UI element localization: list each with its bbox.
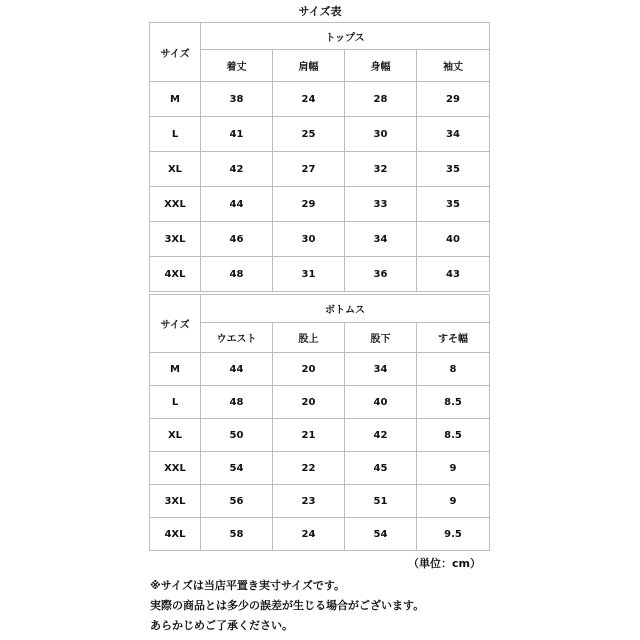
table-cell: 24 (273, 82, 345, 117)
size-label: L (150, 117, 201, 152)
table-cell: 42 (345, 419, 417, 452)
page-title: サイズ表 (298, 5, 342, 18)
tops-size-table (149, 22, 490, 292)
table-cell: 40 (417, 222, 490, 257)
table-cell: 21 (273, 419, 345, 452)
size-label: 3XL (150, 222, 201, 257)
table-cell: 32 (345, 152, 417, 187)
table-cell: 46 (201, 222, 273, 257)
table-row (150, 452, 490, 485)
table-row (150, 152, 490, 187)
table-cell: 54 (345, 518, 417, 551)
table-cell: 28 (345, 82, 417, 117)
table-cell: 29 (273, 187, 345, 222)
table-cell: 41 (201, 117, 273, 152)
notes-block (150, 576, 630, 636)
note-line: あらかじめご了承ください。 (150, 619, 293, 632)
size-label: XXL (150, 452, 201, 485)
column-header: 袖丈 (417, 50, 490, 82)
table-cell: 56 (201, 485, 273, 518)
note-line: 実際の商品とは多少の誤差が生じる場合がございます。 (150, 599, 425, 612)
size-label: M (150, 353, 201, 386)
table-row (150, 222, 490, 257)
size-label: XL (150, 152, 201, 187)
table-cell: 43 (417, 257, 490, 292)
column-header: 肩幅 (273, 50, 345, 82)
table-cell: 40 (345, 386, 417, 419)
table-cell: 48 (201, 386, 273, 419)
size-label: M (150, 82, 201, 117)
size-header-cell: サイズ (150, 295, 201, 353)
table-cell: 44 (201, 187, 273, 222)
table-cell: 35 (417, 152, 490, 187)
table-cell: 54 (201, 452, 273, 485)
size-label: XXL (150, 187, 201, 222)
column-header: ウエスト (201, 323, 273, 353)
column-header: すそ幅 (417, 323, 490, 353)
table-cell: 9 (417, 485, 490, 518)
column-header: 股上 (273, 323, 345, 353)
table-row (150, 386, 490, 419)
table-cell: 33 (345, 187, 417, 222)
size-label: XL (150, 419, 201, 452)
size-label: 3XL (150, 485, 201, 518)
table-cell: 24 (273, 518, 345, 551)
tops-group-header: トップス (201, 23, 490, 50)
table-cell: 8 (417, 353, 490, 386)
table-cell: 22 (273, 452, 345, 485)
size-label: L (150, 386, 201, 419)
table-cell: 27 (273, 152, 345, 187)
table-row (150, 257, 490, 292)
table-cell: 31 (273, 257, 345, 292)
column-header: 股下 (345, 323, 417, 353)
table-row (150, 485, 490, 518)
bottoms-group-header: ボトムス (201, 295, 490, 323)
note-line: ※サイズは当店平置き実寸サイズです。 (150, 579, 346, 592)
table-cell: 20 (273, 386, 345, 419)
table-row (150, 187, 490, 222)
table-cell: 8.5 (417, 419, 490, 452)
table-cell: 51 (345, 485, 417, 518)
unit-note: （単位：cm） (408, 557, 481, 570)
table-row (150, 82, 490, 117)
size-label: 4XL (150, 257, 201, 292)
bottoms-size-table (149, 294, 490, 551)
table-cell: 44 (201, 353, 273, 386)
table-cell: 30 (345, 117, 417, 152)
table-cell: 34 (345, 353, 417, 386)
table-cell: 8.5 (417, 386, 490, 419)
table-cell: 9.5 (417, 518, 490, 551)
table-row (150, 518, 490, 551)
table-row (150, 117, 490, 152)
table-cell: 23 (273, 485, 345, 518)
table-cell: 42 (201, 152, 273, 187)
table-cell: 38 (201, 82, 273, 117)
table-cell: 25 (273, 117, 345, 152)
table-cell: 45 (345, 452, 417, 485)
size-label: 4XL (150, 518, 201, 551)
table-cell: 30 (273, 222, 345, 257)
table-cell: 34 (345, 222, 417, 257)
table-cell: 9 (417, 452, 490, 485)
table-cell: 36 (345, 257, 417, 292)
table-cell: 50 (201, 419, 273, 452)
table-cell: 20 (273, 353, 345, 386)
table-cell: 35 (417, 187, 490, 222)
table-row (150, 419, 490, 452)
column-header: 着丈 (201, 50, 273, 82)
size-header-cell: サイズ (150, 23, 201, 82)
table-cell: 29 (417, 82, 490, 117)
table-cell: 34 (417, 117, 490, 152)
table-cell: 58 (201, 518, 273, 551)
column-header: 身幅 (345, 50, 417, 82)
table-cell: 48 (201, 257, 273, 292)
table-row (150, 353, 490, 386)
